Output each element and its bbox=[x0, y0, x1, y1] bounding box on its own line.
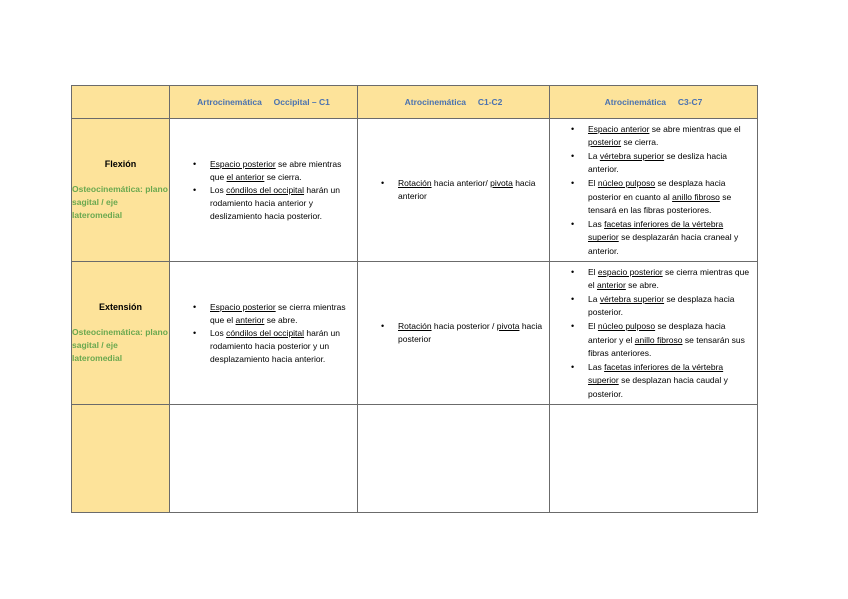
arthrokinematics-table bbox=[71, 85, 758, 513]
empty-cell bbox=[358, 405, 550, 513]
list-item: • Los cóndilos del occipital harán un rodamiento hacia anterior y deslizamiento hacia posterior. bbox=[210, 184, 349, 223]
list-item: • Las facetas inferiores de la vértebra superior se desplazan hacia caudal y posterior. bbox=[588, 361, 753, 402]
osteokinematics-note: Osteocinemática: plano sagital / eje lateromedial bbox=[72, 326, 168, 363]
header-empty-cell bbox=[72, 86, 170, 119]
osteokinematics-note: Osteocinemática: plano sagital / eje lateromedial bbox=[72, 183, 168, 220]
header-cell-c1-c2 bbox=[358, 86, 550, 119]
list-item: • Las facetas inferiores de la vértebra superior se desplazarán hacia craneal y anterior. bbox=[588, 218, 753, 259]
cell-flexion-c3-c7 bbox=[550, 119, 758, 262]
row-title: Extensión bbox=[98, 301, 142, 312]
header-label: Atrocinemática C3-C7 bbox=[604, 97, 703, 107]
row-title: Flexión bbox=[104, 158, 137, 169]
cell-extension-occipital-c1 bbox=[170, 262, 358, 405]
bullet-list bbox=[188, 158, 349, 223]
table-row-flexion bbox=[72, 119, 758, 262]
header-cell-occipital-c1 bbox=[170, 86, 358, 119]
bullet-list bbox=[568, 123, 753, 259]
cell-flexion-c1-c2 bbox=[358, 119, 550, 262]
list-item: • Los cóndilos del occipital harán un rodamiento hacia posterior y un desplazamiento hacia anterior. bbox=[210, 327, 349, 366]
list-item: • Rotación hacia posterior / pivota hacia posterior bbox=[398, 320, 543, 346]
empty-cell bbox=[550, 405, 758, 513]
list-item: • La vértebra superior se desliza hacia anterior. bbox=[588, 150, 753, 177]
table-row-extension bbox=[72, 262, 758, 405]
row-label-cell bbox=[72, 262, 170, 405]
header-cell-c3-c7 bbox=[550, 86, 758, 119]
header-label: Artrocinemática Occipital – C1 bbox=[197, 97, 330, 107]
cell-extension-c1-c2 bbox=[358, 262, 550, 405]
header-label: Atrocinemática C1-C2 bbox=[404, 97, 503, 107]
list-item: • Espacio posterior se abre mientras que el anterior se cierra. bbox=[210, 158, 349, 184]
list-item: • El núcleo pulposo se desplaza hacia posterior en cuanto al anillo fibroso se tensará en las fibras posteriores. bbox=[588, 177, 753, 218]
list-item: • La vértebra superior se desplaza hacia posterior. bbox=[588, 293, 753, 320]
table-header-row bbox=[72, 86, 758, 119]
empty-cell bbox=[170, 405, 358, 513]
list-item: • El espacio posterior se cierra mientras que el anterior se abre. bbox=[588, 266, 753, 293]
table-row-empty bbox=[72, 405, 758, 513]
row-label-cell bbox=[72, 119, 170, 262]
bullet-list bbox=[188, 301, 349, 366]
list-item: • Espacio posterior se cierra mientras que el anterior se abre. bbox=[210, 301, 349, 327]
list-item: • Rotación hacia anterior/ pivota hacia anterior bbox=[398, 177, 543, 203]
row-label-cell-empty bbox=[72, 405, 170, 513]
bullet-list bbox=[568, 266, 753, 402]
list-item: • El núcleo pulposo se desplaza hacia anterior y el anillo fibroso se tensarán sus fibras anteriores. bbox=[588, 320, 753, 361]
bullet-list bbox=[376, 320, 543, 346]
cell-flexion-occipital-c1 bbox=[170, 119, 358, 262]
list-item: • Espacio anterior se abre mientras que el posterior se cierra. bbox=[588, 123, 753, 150]
cell-extension-c3-c7 bbox=[550, 262, 758, 405]
bullet-list bbox=[376, 177, 543, 203]
